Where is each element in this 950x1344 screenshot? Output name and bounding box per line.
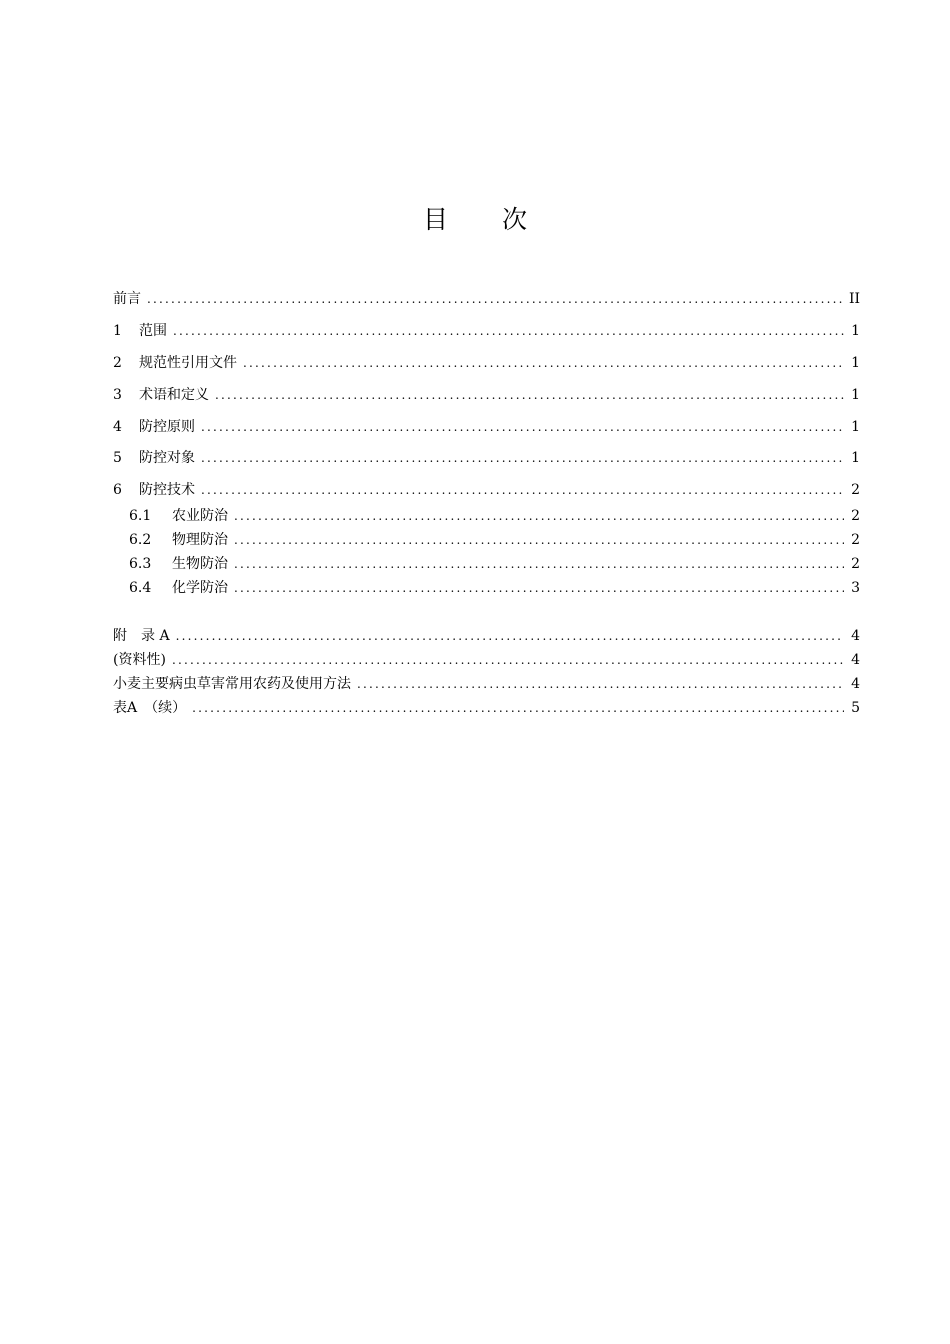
- toc-label: 农业防治: [172, 508, 228, 524]
- toc-number: 4: [113, 419, 122, 435]
- toc-page-number: 2: [851, 532, 860, 548]
- toc-page-number: 1: [851, 323, 860, 339]
- toc-entry-appendix-a[interactable]: [113, 626, 860, 646]
- toc-label: 防控对象: [139, 450, 195, 466]
- toc-number: 6.1: [129, 508, 152, 524]
- toc-leader-dots: [176, 626, 844, 646]
- toc-leader-dots: [201, 480, 844, 500]
- toc-label: 前言: [113, 291, 141, 307]
- toc-entry-control-principles[interactable]: [113, 417, 860, 437]
- title-char-2: 次: [502, 205, 528, 234]
- toc-page-number: 2: [851, 508, 860, 524]
- toc-leader-dots: [192, 698, 844, 718]
- toc-label: (资料性): [113, 652, 166, 668]
- toc-entry-foreword[interactable]: [113, 289, 860, 309]
- toc-entry-biological-control[interactable]: [129, 554, 860, 574]
- toc-page-number: 4: [851, 652, 860, 668]
- toc-label: 范围: [139, 323, 167, 339]
- toc-page-number: 1: [851, 419, 860, 435]
- toc-page-number: 1: [851, 450, 860, 466]
- toc-entry-scope[interactable]: [113, 321, 860, 341]
- toc-entry-table-a-continued[interactable]: [113, 698, 860, 718]
- toc-number: 6.2: [129, 532, 152, 548]
- toc-leader-dots: [215, 385, 844, 405]
- toc-entry-terms-definitions[interactable]: [113, 385, 860, 405]
- toc-number: 5: [113, 450, 122, 466]
- toc-leader-dots: [201, 417, 844, 437]
- toc-leader-dots: [234, 578, 844, 598]
- toc-leader-dots: [201, 448, 844, 468]
- toc-number: 2: [113, 355, 122, 371]
- toc-number: 6.4: [129, 580, 152, 596]
- toc-leader-dots: [173, 321, 844, 341]
- toc-number: 6.3: [129, 556, 152, 572]
- toc-number: 6: [113, 482, 122, 498]
- toc-number: 1: [113, 323, 122, 339]
- toc-label: 规范性引用文件: [139, 355, 237, 371]
- toc-page-number: II: [848, 291, 860, 307]
- toc-label: 物理防治: [172, 532, 228, 548]
- toc-label: 术语和定义: [139, 387, 209, 403]
- toc-entry-control-targets[interactable]: [113, 448, 860, 468]
- toc-entry-normative-references[interactable]: [113, 353, 860, 373]
- toc-leader-dots: [172, 650, 844, 670]
- toc-page-number: 1: [851, 387, 860, 403]
- toc-label: 防控技术: [139, 482, 195, 498]
- toc-page-number: 2: [851, 556, 860, 572]
- toc-page-number: 4: [851, 676, 860, 692]
- toc-leader-dots: [234, 506, 844, 526]
- toc-entry-physical-control[interactable]: [129, 530, 860, 550]
- toc-entry-pesticide-methods[interactable]: [113, 674, 860, 694]
- toc-label: 表A （续）: [113, 700, 187, 716]
- toc-leader-dots: [234, 530, 844, 550]
- title-char-1: 目: [422, 205, 448, 234]
- toc-leader-dots: [243, 353, 844, 373]
- toc-entry-agricultural-control[interactable]: [129, 506, 860, 526]
- toc-page-number: 4: [851, 628, 860, 644]
- toc-number: 3: [113, 387, 122, 403]
- toc-page-number: 3: [851, 580, 860, 596]
- toc-entry-control-techniques[interactable]: [113, 480, 860, 500]
- toc-leader-dots: [147, 289, 843, 309]
- toc-page-number: 5: [851, 700, 860, 716]
- toc-label: 生物防治: [172, 556, 228, 572]
- toc-label: 化学防治: [172, 580, 228, 596]
- toc-leader-dots: [234, 554, 844, 574]
- toc-label: 防控原则: [139, 419, 195, 435]
- toc-page-number: 2: [851, 482, 860, 498]
- toc-label: 小麦主要病虫草害常用农药及使用方法: [113, 676, 351, 692]
- toc-entry-informative[interactable]: [113, 650, 860, 670]
- toc-label: 附 录 A: [113, 628, 170, 644]
- page-title: [0, 200, 950, 236]
- toc-entry-chemical-control[interactable]: [129, 578, 860, 598]
- toc-page-number: 1: [851, 355, 860, 371]
- toc-leader-dots: [357, 674, 844, 694]
